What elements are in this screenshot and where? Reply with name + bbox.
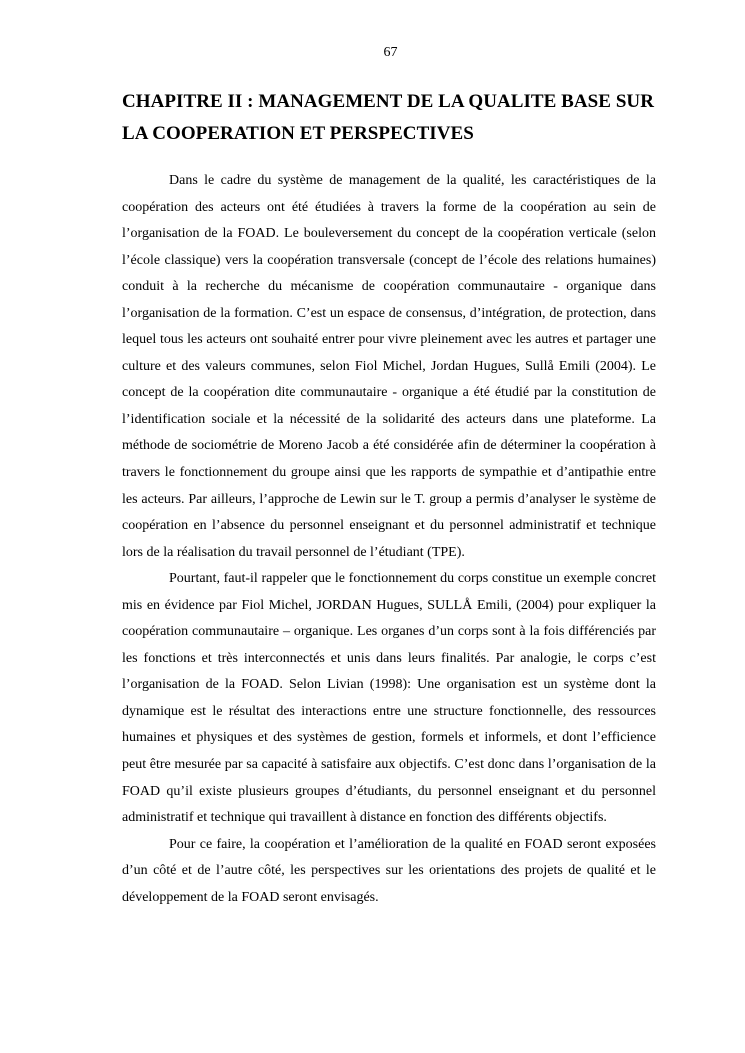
paragraph-2: Pourtant, faut-il rappeler que le fonctionnement du corps constitue un exemple concret mis en évidence par Fiol Michel, JORDAN Hugues, SULLÅ Emili, (2004) pour expliquer la coopération communautaire – organique. Les organes d’un corps sont à la fois différenciés par les fonctions et très interconnectés et unis dans leurs finalités. Par analogie, le corps c’est l’organisation de la FOAD. Selon Livian (1998): Une organisation est un système dont la dynamique est le résultat des interactions entre une structure fonctionnelle, des ressources humaines et physiques et des systèmes de gestion, formels et informels, et dont l’efficience peut être mesurée par sa capacité à satisfaire aux objectifs. C’est donc dans l’organisation de la FOAD qu’il existe plusieurs groupes d’étudiants, du personnel enseignant et du personnel administratif et technique qui travaillent à distance en fonction des différents objectifs.: [122, 571, 656, 826]
page-number: 67: [383, 45, 398, 60]
paragraph-3: Pour ce faire, la coopération et l’amélioration de la qualité en FOAD seront exposées d’un côté et de l’autre côté, les perspectives sur les orientations des projets de qualité et le développement de la FOAD seront envisagés.: [122, 836, 656, 905]
paragraph-1: Dans le cadre du système de management de la qualité, les caractéristiques de la coopération des acteurs ont été étudiées à travers la forme de la coopération au sein de l’organisation de la FOAD. Le bouleversement du concept de la coopération verticale (selon l’école classique) vers la coopération transversale (concept de l’école des relations humaines) conduit à la recherche du mécanisme de coopération communautaire - organique dans l’organisation de la formation. C’est un espace de consensus, d’intégration, de protection, dans lequel tous les acteurs ont souhaité entrer pour vivre pleinement avec les autres et partager une culture et des valeurs communes, selon Fiol Michel, Jordan Hugues, Sullå Emili (2004). Le concept de la coopération dite communautaire - organique a été étudié par la constitution de l’identification sociale et la nécessité de la solidarité des acteurs dans une plateforme. La méthode de sociométrie de Moreno Jacob a été considérée afin de déterminer la coopération à travers le fonctionnement du groupe ainsi que les rapports de sympathie et d’antipathie entre les acteurs. Par ailleurs, l’approche de Lewin sur le T. group a permis d’analyser le système de coopération en l’absence du personnel enseignant et du personnel administratif et technique lors de la réalisation du travail personnel de l’étudiant (TPE).: [122, 173, 656, 560]
chapter-title: CHAPITRE II : MANAGEMENT DE LA QUALITE BASE SUR LA COOPERATION ET PERSPECTIVES: [122, 91, 654, 144]
body-text: [122, 168, 656, 911]
